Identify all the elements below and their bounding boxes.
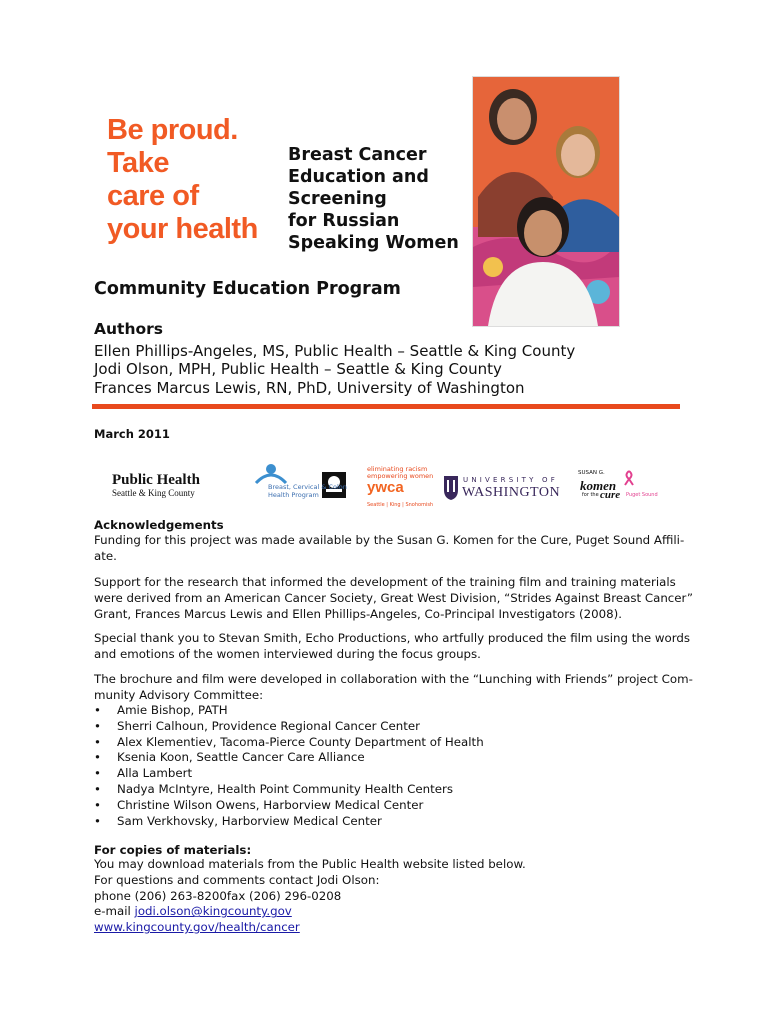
thanks-paragraph (94, 631, 691, 663)
list-item: • Amie Bishop, PATH (94, 703, 484, 719)
ywca-tagline-1: eliminating racism (367, 465, 428, 473)
public-health-logo-subtitle: Seattle & King County (112, 488, 195, 498)
program-title: Community Education Program (94, 279, 401, 299)
text-line: and emotions of the women interviewed during the focus groups. (94, 646, 481, 661)
support-paragraph (94, 575, 694, 622)
tagline (107, 114, 258, 246)
tagline-line: your health (107, 213, 258, 245)
title-line: Speaking Women (288, 233, 459, 253)
email-label: e-mail (94, 904, 135, 919)
brochure-paragraph (94, 672, 693, 704)
section-divider (92, 404, 680, 409)
cover-photo-illustration (473, 77, 619, 326)
tagline-line: Be proud. (107, 114, 238, 146)
publication-date: March 2011 (94, 427, 170, 441)
text-line: Grant, Frances Marcus Lewis and Ellen Phillips-Angeles, Co-Principal Investigators (2008). (94, 606, 622, 621)
text-line: Special thank you to Stevan Smith, Echo Productions, who artfully produced the film using the words (94, 631, 691, 645)
list-item: • Alex Klementiev, Tacoma-Pierce County Department of Health (94, 735, 484, 751)
committee-list (94, 703, 484, 829)
pink-ribbon-icon (623, 470, 635, 486)
acknowledgements-heading: Acknowledgements (94, 518, 224, 532)
text-line: You may download materials from the Public Health website listed below. (94, 857, 526, 871)
uw-logo (443, 474, 565, 502)
uw-crest-icon (443, 476, 459, 500)
email-line (94, 904, 674, 920)
text-line: munity Advisory Committee: (94, 687, 264, 702)
text-line: were derived from an American Cancer Society, Great West Division, “Strides Against Breast Cancer” (94, 590, 694, 605)
title-line: Education and (288, 167, 429, 187)
list-item: • Ksenia Koon, Seattle Cancer Care Alliance (94, 750, 484, 766)
text-line: The brochure and film were developed in collaboration with the “Lunching with Friends” project Com- (94, 672, 693, 686)
list-item: • Nadya McIntyre, Health Point Community Health Centers (94, 782, 484, 798)
bccp-logo (254, 463, 354, 508)
list-item: • Sherri Calhoun, Providence Regional Cancer Center (94, 719, 484, 735)
phone-fax-line: phone (206) 263-8200fax (206) 296-0208 (94, 888, 342, 903)
komen-logo-cure: cure (600, 489, 621, 501)
uw-logo-line2: WASHINGTON (462, 485, 561, 500)
website-line (94, 920, 674, 936)
text-line: ate. (94, 548, 117, 563)
copies-heading: For copies of materials: (94, 843, 252, 857)
public-health-logo-title: Public Health (112, 472, 200, 488)
komen-logo (578, 470, 663, 504)
text-line: Support for the research that informed the development of the training film and training materials (94, 575, 676, 589)
ywca-name: ywca (367, 479, 404, 496)
bccp-logo-subtitle: Health Program (268, 491, 319, 499)
list-item: • Alla Lambert (94, 766, 484, 782)
email-link[interactable]: jodi.olson@kingcounty.gov (134, 904, 292, 919)
ywca-logo (367, 466, 437, 508)
text-line: Funding for this project was made available by the Susan G. Komen for the Cure, Puget Sound Affili- (94, 533, 685, 547)
komen-logo-for: for the (582, 492, 599, 498)
public-health-logo (112, 472, 237, 502)
bccp-swoosh-icon (254, 463, 288, 485)
document-title (288, 144, 459, 254)
text-line: For questions and comments contact Jodi Olson: (94, 872, 380, 887)
author-line: Jodi Olson, MPH, Public Health – Seattle & King County (94, 360, 502, 378)
tagline-line: care of (107, 180, 199, 212)
list-item: • Christine Wilson Owens, Harborview Medical Center (94, 798, 484, 814)
list-item: • Sam Verkhovsky, Harborview Medical Center (94, 814, 484, 830)
author-line: Ellen Phillips-Angeles, MS, Public Health – Seattle & King County (94, 342, 576, 360)
acknowledgements-text (94, 533, 685, 565)
ywca-subtitle: Seattle | King | Snohomish (367, 502, 434, 508)
ywca-tagline-2: empowering women (367, 472, 434, 480)
copies-info (94, 857, 674, 936)
komen-logo-subtitle: Puget Sound (626, 492, 658, 498)
komen-logo-name: komen (580, 478, 617, 493)
author-line: Frances Marcus Lewis, RN, PhD, University of Washington (94, 379, 525, 397)
uw-logo-line1: UNIVERSITY OF (463, 476, 558, 484)
title-line: Breast Cancer (288, 145, 427, 165)
komen-logo-top: SUSAN G. (578, 470, 605, 476)
tagline-line: Take (107, 147, 169, 179)
bccp-logo-title: Breast, Cervical & Colon (268, 483, 347, 491)
title-line: for Russian (288, 211, 400, 231)
website-link[interactable]: www.kingcounty.gov/health/cancer (94, 920, 300, 935)
title-line: Screening (288, 189, 387, 209)
authors-heading: Authors (94, 320, 163, 338)
cover-photo (472, 76, 620, 327)
